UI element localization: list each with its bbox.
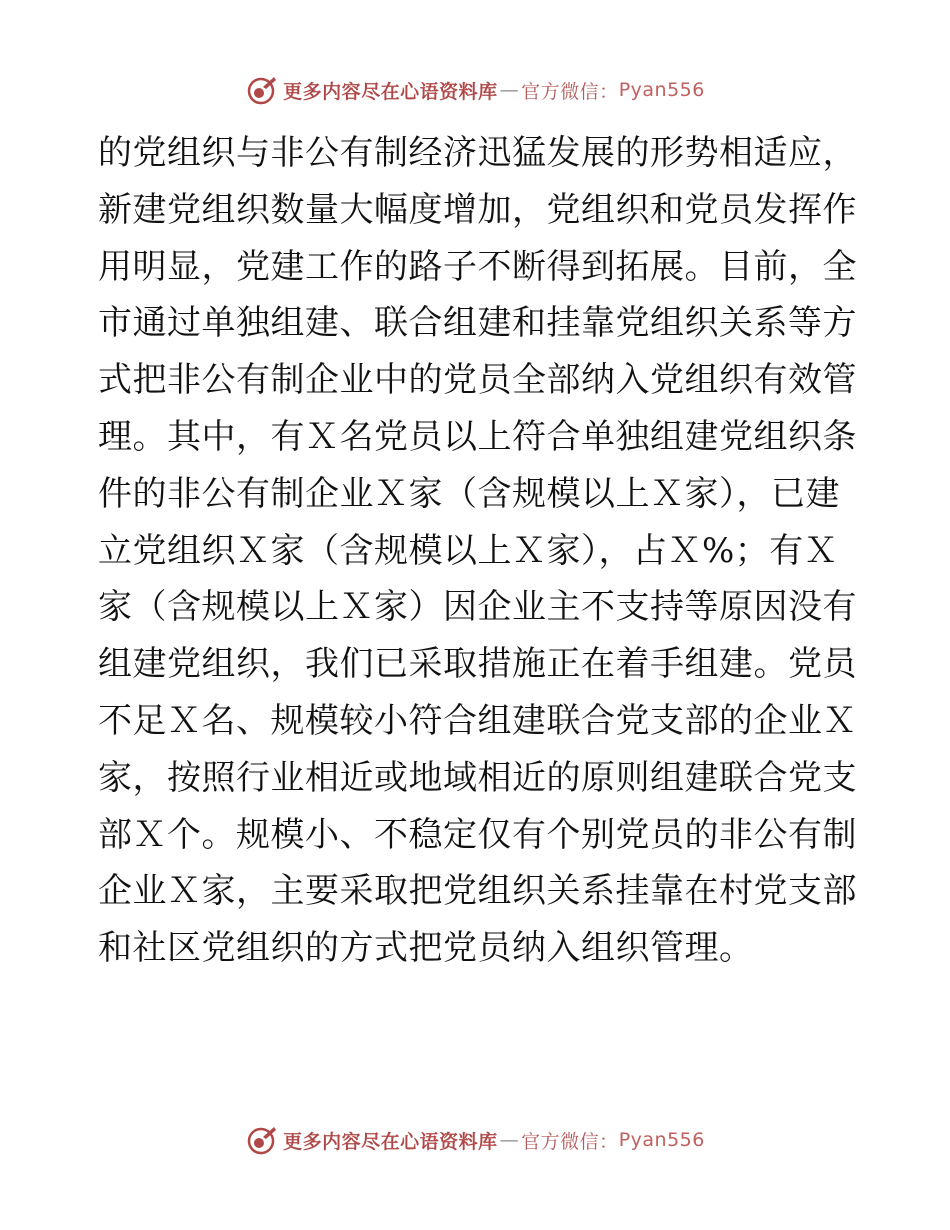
body-line: 理。其中，有Ｘ名党员以上符合单独组建党组织条 [98, 416, 857, 457]
body-line: 立党组织Ｘ家（含规模以上Ｘ家），占Ｘ%；有Ｘ [98, 530, 839, 571]
brand-logo-icon [245, 1124, 277, 1156]
header-banner [0, 70, 950, 110]
body-line: 不足Ｘ名、规模较小符合组建联合党支部的企业Ｘ [98, 700, 857, 741]
brand-logo-icon [245, 74, 277, 106]
footer-promo-text: 更多内容尽在心语资料库 [283, 1130, 498, 1153]
body-line: 和社区党组织的方式把党员纳入组织管理。 [98, 928, 754, 969]
body-line: 市通过单独组建、联合组建和挂靠党组织关系等方 [98, 303, 857, 344]
body-line: 用明显，党建工作的路子不断得到拓展。目前，全 [98, 246, 857, 287]
body-line: 家（含规模以上Ｘ家）因企业主不支持等原因没有 [98, 587, 857, 628]
header-separator: — [499, 79, 520, 101]
body-line: 部Ｘ个。规模小、不稳定仅有个别党员的非公有制 [98, 814, 857, 855]
footer-wechat-label: 官方微信： [521, 1130, 619, 1153]
header-wechat-label: 官方微信： [521, 80, 619, 103]
body-line: 新建党组织数量大幅度增加，党组织和党员发挥作 [98, 189, 857, 230]
header-promo-text: 更多内容尽在心语资料库 [283, 80, 498, 103]
body-line: 件的非公有制企业Ｘ家（含规模以上Ｘ家），已建 [98, 473, 840, 514]
body-line: 家，按照行业相近或地域相近的原则组建联合党支 [98, 757, 857, 798]
body-line: 的党组织与非公有制经济迅猛发展的形势相适应， [98, 133, 857, 173]
body-paragraph [98, 125, 858, 977]
body-line: 式把非公有制企业中的党员全部纳入党组织有效管 [98, 360, 857, 401]
footer-separator: — [499, 1129, 520, 1151]
footer-banner [0, 1120, 950, 1160]
header-wechat-id: Pyan556 [618, 79, 705, 101]
footer-wechat-id: Pyan556 [618, 1129, 705, 1151]
body-line: 组建党组织，我们已采取措施正在着手组建。党员 [98, 644, 857, 685]
body-line: 企业Ｘ家，主要采取把党组织关系挂靠在村党支部 [98, 871, 857, 912]
